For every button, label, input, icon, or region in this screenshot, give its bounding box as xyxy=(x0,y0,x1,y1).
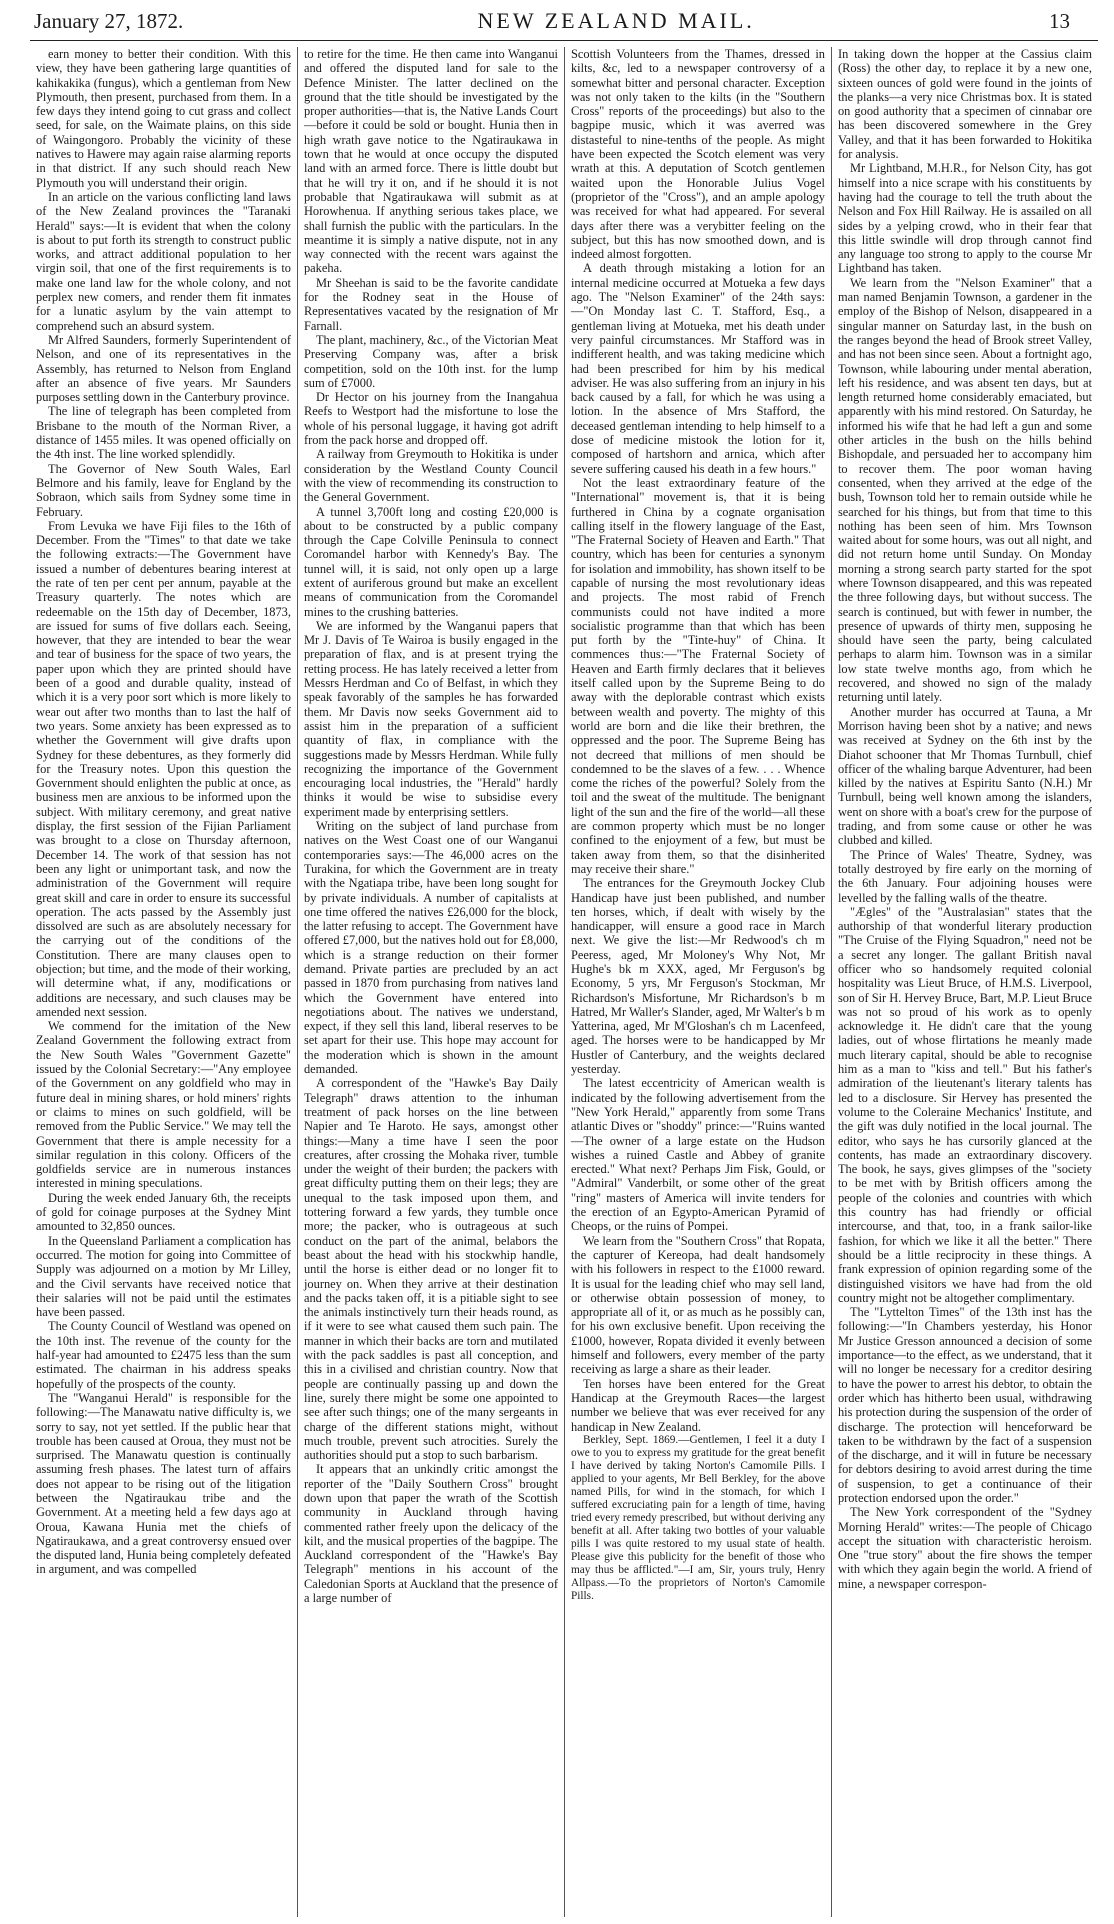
article-paragraph: From Levuka we have Fiji files to the 16th of December. From the "Times" to that date we take the following extracts:—The Government have issued a number of debentures bearing interest at the rate of ten per cent per annum, payable at the Treasury quarterly. The notes which are redeemable on the 15th day of December, 1873, are issued for sums of five dollars each. Seeing, however, that they are intended to bear the wear and tear of business for the space of two years, the paper upon which they are printed should have been of a good and durable quality, instead of which it is a very poor sort which is more likely to wear out after two months than to last the half of two years. Some anxiety has been expressed as to whether the Government will give drafts upon Sydney for these debentures, as they formerly did for the Treasury notes. Upon this question the Government should enlighten the public at once, as business men are anxious to be informed upon the subject. With military ceremony, and great native display, the first session of the Fijian Parliament was brought to a close on Thursday afternoon, December 14. The work of that session has not been any light or unimportant task, and now the administration of the Government will require great skill and care in order to ensure its successful operation. The acts passed by the Assembly just dissolved are such as are absolutely necessary for the carrying out of the conditions of the Constitution. There are many clauses open to objection; but time, and the mode of their working, will determine what, if any, modifications or additions are necessary, and such clauses may be amended next session. xyxy=(36,518,291,1019)
article-paragraph: Ten horses have been entered for the Great Handicap at the Greymouth Races—the largest number we believe that was ever received for any handicap in New Zealand. xyxy=(570,1376,825,1434)
article-paragraph: It appears that an unkindly critic amongst the reporter of the "Daily Southern Cross" brought down upon that paper the wrath of the Scottish community in Auckland through having commented rather freely upon the delicacy of the kilt, and the musical properties of the bagpipe. The Auckland correspondent of the "Hawke's Bay Telegraph" mentions in his account of the Caledonian Sports at Auckland that the presence of a large number of xyxy=(303,1462,558,1606)
page-number: 13 xyxy=(1049,9,1070,33)
article-paragraph: We learn from the "Southern Cross" that Ropata, the capturer of Kereopa, had dealt handsomely with his followers in respect to the £1000 reward. It is usual for the leading chief who may sell land, or otherwise obtain possession of money, to appropriate all of it, or as much as he possibly can, for his own exclusive benefit. Upon receiving the £1000, however, Ropata divided it evenly between himself and followers, every member of the party receiving as large a share as their leader. xyxy=(570,1233,825,1377)
article-paragraph: Dr Hector on his journey from the Inangahua Reefs to Westport had the misfortune to lose the whole of his personal luggage, it having got adrift from the pack horse and dropped off. xyxy=(303,390,558,448)
masthead xyxy=(30,8,1098,41)
article-paragraph: In taking down the hopper at the Cassius claim (Ross) the other day, to replace it by a new one, sixteen ounces of gold were found in the joints of the planks—a very nice Christmas box. It is stated on good authority that a specimen of cinnabar ore has been discovered somewhere in the Grey Valley, and that it has been forwarded to Hokitika for analysis. xyxy=(837,47,1092,162)
article-paragraph: "Ægles" of the "Australasian" states that the authorship of that wonderful literary production "The Cruise of the Flying Squadron," need not be a secret any longer. The gallant British naval officer who so handsomely requited colonial hospitality was Lieut Bruce, of H.M.S. Liverpool, son of Sir H. Hervey Bruce, Bart, M.P. Lieut Bruce was not so proud of his work as to openly acknowledge it. He didn't care that the young ladies, out of whose flirtations he meanly made much literary capital, should be able to recognise him as a man to "kiss and tell." But his father's admiration of the lieutenant's literary talents has led to a disclosure. Sir Hervey has presented the volume to the Coleraine Mechanics' Institute, and the gift was duly notified in the local journal. The editor, who says he has cursorily glanced at the contents, has made an extraordinary discovery. The book, he says, gives glimpses of the "society to be met with by British officers among the people of the colonies and countries with which this country has had friendly or official intercourse, and that, too, in a frank sailor-like fashion, for which we like it all the better." There should be a little reciprocity in these things. A frank expression of opinion regarding some of the distinguished visitors we have had from the old country might not be altogether complimentary. xyxy=(837,904,1092,1305)
article-paragraph: The Prince of Wales' Theatre, Sydney, was totally destroyed by fire early on the morning of the 6th January. Four adjoining houses were levelled by the falling walls of the theatre. xyxy=(837,847,1092,905)
article-paragraph: Scottish Volunteers from the Thames, dressed in kilts, &c, led to a newspaper controversy of a somewhat bitter and personal character. Exception was not only taken to the kilts (in the "Southern Cross" reports of the proceedings) but also to the bagpipe music, which it was averred was distasteful to nine-tenths of the people. As might have been expected the Scotch element was very wrath at this. A deputation of Scotch gentlemen waited upon the Honorable Julius Vogel (proprietor of the "Cross"), and an ample apology was received for what had appeared. For several days after there was a verybitter feeling on the subject, but this has now smoothed down, and is indeed almost forgotten. xyxy=(570,47,825,262)
article-paragraph: The "Wanganui Herald" is responsible for the following:—The Manawatu native difficulty is, we sorry to say, not yet settled. If the public hear that trouble has been caused at Oroua, they must not be surprised. The Manawatu question is continually assuming fresh phases. The latest turn of affairs does not appear to be rising out of the litigation between the Ngatiraukau tribe and the Government. At a meeting held a few days ago at Oroua, Kawana Hunia met the chiefs of Ngatiraukawa, and a great controversy ensued over the disputed land, Hunia being completely defeated in argument, and was compelled xyxy=(36,1390,291,1577)
article-paragraph: In the Queensland Parliament a complication has occurred. The motion for going into Committee of Supply was adjourned on a motion by Mr Lilley, and the Civil servants have received notice that their salaries will not be paid until the estimates have been passed. xyxy=(36,1233,291,1320)
issue-date: January 27, 1872. xyxy=(34,9,184,33)
article-paragraph: The entrances for the Greymouth Jockey Club Handicap have just been published, and number ten horses, which, if dealt with wisely by the handicapper, will ensure a good race in March next. We give the list:—Mr Redwood's ch m Peeress, aged, Mr Moloney's Why Not, Mr Hughe's bk m XXX, aged, Mr Ferguson's bg Economy, 5 yrs, Mr Ferguson's Stockman, Mr Richardson's Misfortune, Mr Richardson's b m Hatred, Mr Waller's Slander, aged, Mr Walter's b m Yatterina, aged, Mr M'Gloshan's ch m Lacenfeed, aged. The horses were to be handicapped by Mr Hustler of Canterbury, and the weights declared yesterday. xyxy=(570,876,825,1077)
article-paragraph: A correspondent of the "Hawke's Bay Daily Telegraph" draws attention to the inhuman treatment of pack horses on the line between Napier and Te Haroto. He says, amongst other things:—Many a time have I seen the poor creatures, after crossing the Mohaka river, tumble under the weight of their burden; the packers with great difficulty putting them on their legs; they are unequal to the task imposed upon them, and tottering forward a few yards, they tumble once more; the packer, who is outrageous at such conduct on the part of the animal, belabors the beast about the head with his stockwhip handle, until the horse is either dead or no longer fit to journey on. When they arrive at their destination and the packs taken off, it is a pitiable sight to see the animals instinctively turn their heads round, as if it were to see what caused them such pain. The manner in which their backs are torn and mutilated with the pack saddles is past all conception, and this in a civilised and christian country. Now that people are continually passing up and down the line, surely there might be some one appointed to see after such things; one of the many sergeants in charge of the different stations might, without much trouble, prevent such atrocities. Surely the authorities should put a stop to such barbarism. xyxy=(303,1076,558,1463)
article-paragraph: We commend for the imitation of the New Zealand Government the following extract from the New South Wales "Government Gazette" issued by the Colonial Secretary:—"Any employee of the Government on any goldfield who may in future deal in mining shares, or hold miners' rights or claims to mines on such goldfield, will be removed from the Public Service." We may tell the Government that there is ample necessity for a similar regulation in this colony. Officers of the goldfields service are in numerous instances interested in mining speculations. xyxy=(36,1019,291,1191)
column-4 xyxy=(831,47,1098,1917)
article-paragraph: Mr Sheehan is said to be the favorite candidate for the Rodney seat in the House of Representatives vacated by the resignation of Mr Farnall. xyxy=(303,275,558,333)
article-paragraph: In an article on the various conflicting land laws of the New Zealand provinces the "Taranaki Herald" says:—It is evident that when the colony is about to put forth its strength to construct public works, and attract additional population to her virgin soil, that one of the first requirements is to make one land law for the whole colony, and not perplex new comers, and render them fit inmates for a lunatic asylum by the vain attempt to comprehend such an absurd system. xyxy=(36,189,291,333)
article-paragraph: The plant, machinery, &c., of the Victorian Meat Preserving Company was, after a brisk competition, sold on the 10th inst. for the lump sum of £7000. xyxy=(303,332,558,390)
column-1 xyxy=(30,47,297,1917)
article-paragraph: The New York correspondent of the "Sydney Morning Herald" writes:—The people of Chicago accept the situation with characteristic heroism. One "true story" about the fire shows the temper with which they again begin the world. A friend of mine, a newspaper correspon- xyxy=(837,1505,1092,1591)
article-paragraph: The County Council of Westland was opened on the 10th inst. The revenue of the county for the half-year had amounted to £2475 less than the sum estimated. The chairman in his address speaks hopefully of the prospects of the county. xyxy=(36,1319,291,1391)
article-paragraph: We are informed by the Wanganui papers that Mr J. Davis of Te Wairoa is busily engaged in the preparation of flax, and is at present trying the retting process. He has lately received a letter from Messrs Herdman and Co of Belfast, in which they speak favorably of the samples he has forwarded them. Mr Davis now seeks Government aid to assist him in the preparation of a sufficient quantity of flax, in compliance with the suggestions made by Messrs Herdman. While fully recognizing the importance of the Government encouraging local industries, the "Herald" hardly thinks it would be wise to subsidise every experiment made by enterprising settlers. xyxy=(303,618,558,819)
article-paragraph: Mr Lightband, M.H.R., for Nelson City, has got himself into a nice scrape with his constituents by having had the courage to tell the truth about the Nelson and Fox Hill Railway. He is assailed on all sides by a yelping crowd, who in their fear that this little swindle will drop through cannot find any language too strong to apply to the course Mr Lightband has taken. xyxy=(837,161,1092,276)
article-paragraph: The "Lyttelton Times" of the 13th inst has the following:—"In Chambers yesterday, his Honor Mr Justice Gresson announced a decision of some importance—to the effect, as we understand, that it will no longer be necessary for a creditor desiring to have the power to arrest his debtor, to obtain the order which has hitherto been usual, withdrawing his protection during the suspension of the order of discharge. The protection will henceforward be taken to be withdrawn by the fact of a suspension of the discharge, and it will in future be necessary for debtors desiring to avoid arrest during the time of suspension, to get a continuance of their protection endorsed upon the order." xyxy=(837,1305,1092,1505)
article-paragraph: We learn from the "Nelson Examiner" that a man named Benjamin Townson, a gardener in the employ of the Bishop of Nelson, disappeared in a singular manner on Saturday last, in the bush on the ranges beyond the head of Brook street Valley, and has not been since seen. About a fortnight ago, Townson, while labouring under mental aberation, left his residence, and was absent ten days, but at length returned home considerably emaciated, but apparently with his mind restored. On Saturday, he informed his wife that he had left a gun and some other articles in the bush on the hills behind Bishopdale, and persuaded her to accompany him to recover them. The poor woman having consented, when they arrived at the edge of the bush, Townson told her to remain outside while he searched for his things, but from that time to this nothing has been seen of him. Mrs Townson waited about for some hours, was out all night, and did not return home until Sunday. On Monday morning a strong search party started for the spot where Townson disappeared, and this was repeated the three following days, but without success. The search is continued, but with fewer in number, the presence of upwards of thirty men, supposing he should have seen the party, being calculated perhaps to alarm him. Townson was in a similar low state twelve months ago, from which he recovered, and showed no sign of the malady returning until lately. xyxy=(837,275,1092,705)
article-paragraph: Not the least extraordinary feature of the "International" movement is, that it is being furthered in China by a cognate organisation calling itself in the flowery language of the East, "The Fraternal Society of Heaven and Earth." That country, which has been for centuries a synonym for isolation and immobility, has shown itself to be capable of nursing the most revolutionary ideas and projects. The most rabid of French communists could not have indited a more socialistic programme than that which has been put forth by the "Tinte-huy" of China. It commences thus:—"The Fraternal Society of Heaven and Earth firmly declares that it believes itself called upon by the Supreme Being to do away with the deplorable contrast which exists between wealth and poverty. The mighty of this world are born and die like their brethren, the oppressed and the poor. The Supreme Being has not decreed that millions of men should be condemned to be the slaves of a few. . . . Whence come the riches of the powerful? Solely from the toil and the sweat of the multitude. The benignant light of the sun and the fire of the world—all these are common property which must be no longer confined to the enjoyment of a few, but must be taken away from them, so that the disinherited may receive their share." xyxy=(570,475,825,876)
article-paragraph: The latest eccentricity of American wealth is indicated by the following advertisement from the "New York Herald," apparently from some Trans atlantic Dives or "shoddy" prince:—"Ruins wanted—The owner of a large estate on the Hudson wishes a ruined Castle and Abbey of granite erected." What next? Perhaps Jim Fisk, Gould, or "Admiral" Vanderbilt, or some other of the great "ring" masters of America will invite tenders for the erection of an Egypto-American Pyramid of Cheops, or the ruins of Pompei. xyxy=(570,1076,825,1234)
article-paragraph: Berkley, Sept. 1869.—Gentlemen, I feel it a duty I owe to you to express my gratitude for the great benefit I have derived by taking Norton's Camomile Pills. I applied to your agents, Mr Bell Berkley, for the above named Pills, for wind in the stomach, for which I suffered excruciating pain for a length of time, having tried every remedy prescribed, but without deriving any benefit at all. After taking two bottles of your valuable pills I was quite restored to my usual state of health. Please give this publicity for the benefit of those who may thus be afflicted."—I am, Sir, yours truly, Henry Allpass.—To the proprietors of Norton's Camomile Pills. xyxy=(570,1433,825,1602)
column-3 xyxy=(564,47,831,1917)
columns xyxy=(30,47,1098,1917)
article-paragraph: The Governor of New South Wales, Earl Belmore and his family, leave for England by the Sobraon, which sails from Sydney some time in February. xyxy=(36,461,291,519)
article-paragraph: earn money to better their condition. With this view, they have been gathering large quantities of kahikakika (fungus), which a gentleman from New Plymouth, then present, purchased from them. In a few days they intend going to cut grass and collect seed, for sale, on the Waimate plains, on this side of Waingongoro. Probably the vicinity of these natives to Hawere may again raise alarming reports in that district. If any such should reach New Plymouth you will understand their origin. xyxy=(36,47,291,190)
article-paragraph: Writing on the subject of land purchase from natives on the West Coast one of our Wanganui contemporaries says:—The 46,000 acres on the Turakina, for which the Government are in treaty with the Ngatiapa tribe, have been long sought for by private individuals. A number of capitalists at one time offered the natives £26,000 for the block, the latter refusing to accept. The Government have offered £7,000, but the natives hold out for £8,000, which is a strange reduction on their former demand. Private parties are precluded by an act passed in 1870 from purchasing from natives land which the Government have entered into negotiations about. The natives we understand, expect, if they sell this land, liberal reserves to be set apart for their use. This hope may account for the moderation which is shown in the amount demanded. xyxy=(303,819,558,1077)
article-paragraph: During the week ended January 6th, the receipts of gold for coinage purposes at the Sydney Mint amounted to 32,850 ounces. xyxy=(36,1190,291,1234)
article-paragraph: A tunnel 3,700ft long and costing £20,000 is about to be constructed by a public company through the Cape Colville Peninsula to connect Coromandel harbor with Kennedy's Bay. The tunnel will, it is said, not only open up a large extent of auriferous ground but make an excellent means of communication from the Coromandel mines to the crushing batteries. xyxy=(303,504,558,619)
newspaper-title: NEW ZEALAND MAIL. xyxy=(477,8,755,33)
article-paragraph: Another murder has occurred at Tauna, a Mr Morrison having been shot by a native; and news was received at Sydney on the 6th inst by the Diahot schooner that Mr Thomas Turnbull, chief officer of the whaling barque Adventurer, had been killed by the natives at Espiritu Santo (N.H.) Mr Turnbull, being well known among the islanders, went on shore with a boat's crew for the purpose of trading, and from some cause or other he was clubbed and killed. xyxy=(837,704,1092,848)
article-paragraph: The line of telegraph has been completed from Brisbane to the mouth of the Norman River, a distance of 1455 miles. It was opened officially on the 4th inst. The line worked splendidly. xyxy=(36,404,291,462)
article-paragraph: A death through mistaking a lotion for an internal medicine occurred at Motueka a few days ago. The "Nelson Examiner" of the 24th says:—"On Monday last C. T. Stafford, Esq., a gentleman living at Motueka, met his death under very painful circumstances. Mr Stafford was in indifferent health, and was taking medicine which had been prescribed for him by his medical adviser. He was also suffering from an injury in his back caused by a fall, for which he was using a lotion. In the absence of Mrs Stafford, the deceased gentleman intending to help himself to a dose of medicine mistook the lotion for it, composed of hartshorn and arnica, which after severe suffering caused his death in a few hours." xyxy=(570,261,825,476)
column-2 xyxy=(297,47,564,1917)
article-paragraph: Mr Alfred Saunders, formerly Superintendent of Nelson, and one of its representatives in the Assembly, has returned to Nelson from England after an absence of five years. Mr Saunders purposes settling down in the Canterbury province. xyxy=(36,332,291,405)
article-paragraph: to retire for the time. He then came into Wanganui and offered the disputed land for sale to the Defence Minister. The latter declined on the ground that the title should be investigated by the proper authorities—that is, the Native Lands Court—before it could be sold or bought. Hunia then in high wrath gave notice to the Ngatiraukawa in town that he would at once occupy the disputed land with an armed force. There is little doubt but that he will try it on, and if he should it is not probable that Ngatiraukawa will submit as at Horowhenua. If anything serious takes place, we shall furnish the public with the particulars. In the meantime it is simply a native dispute, not in any way connected with the recent wars against the pakeha. xyxy=(303,47,558,276)
article-paragraph: A railway from Greymouth to Hokitika is under consideration by the Westland County Council with the view of recommending its construction to the General Government. xyxy=(303,447,558,505)
